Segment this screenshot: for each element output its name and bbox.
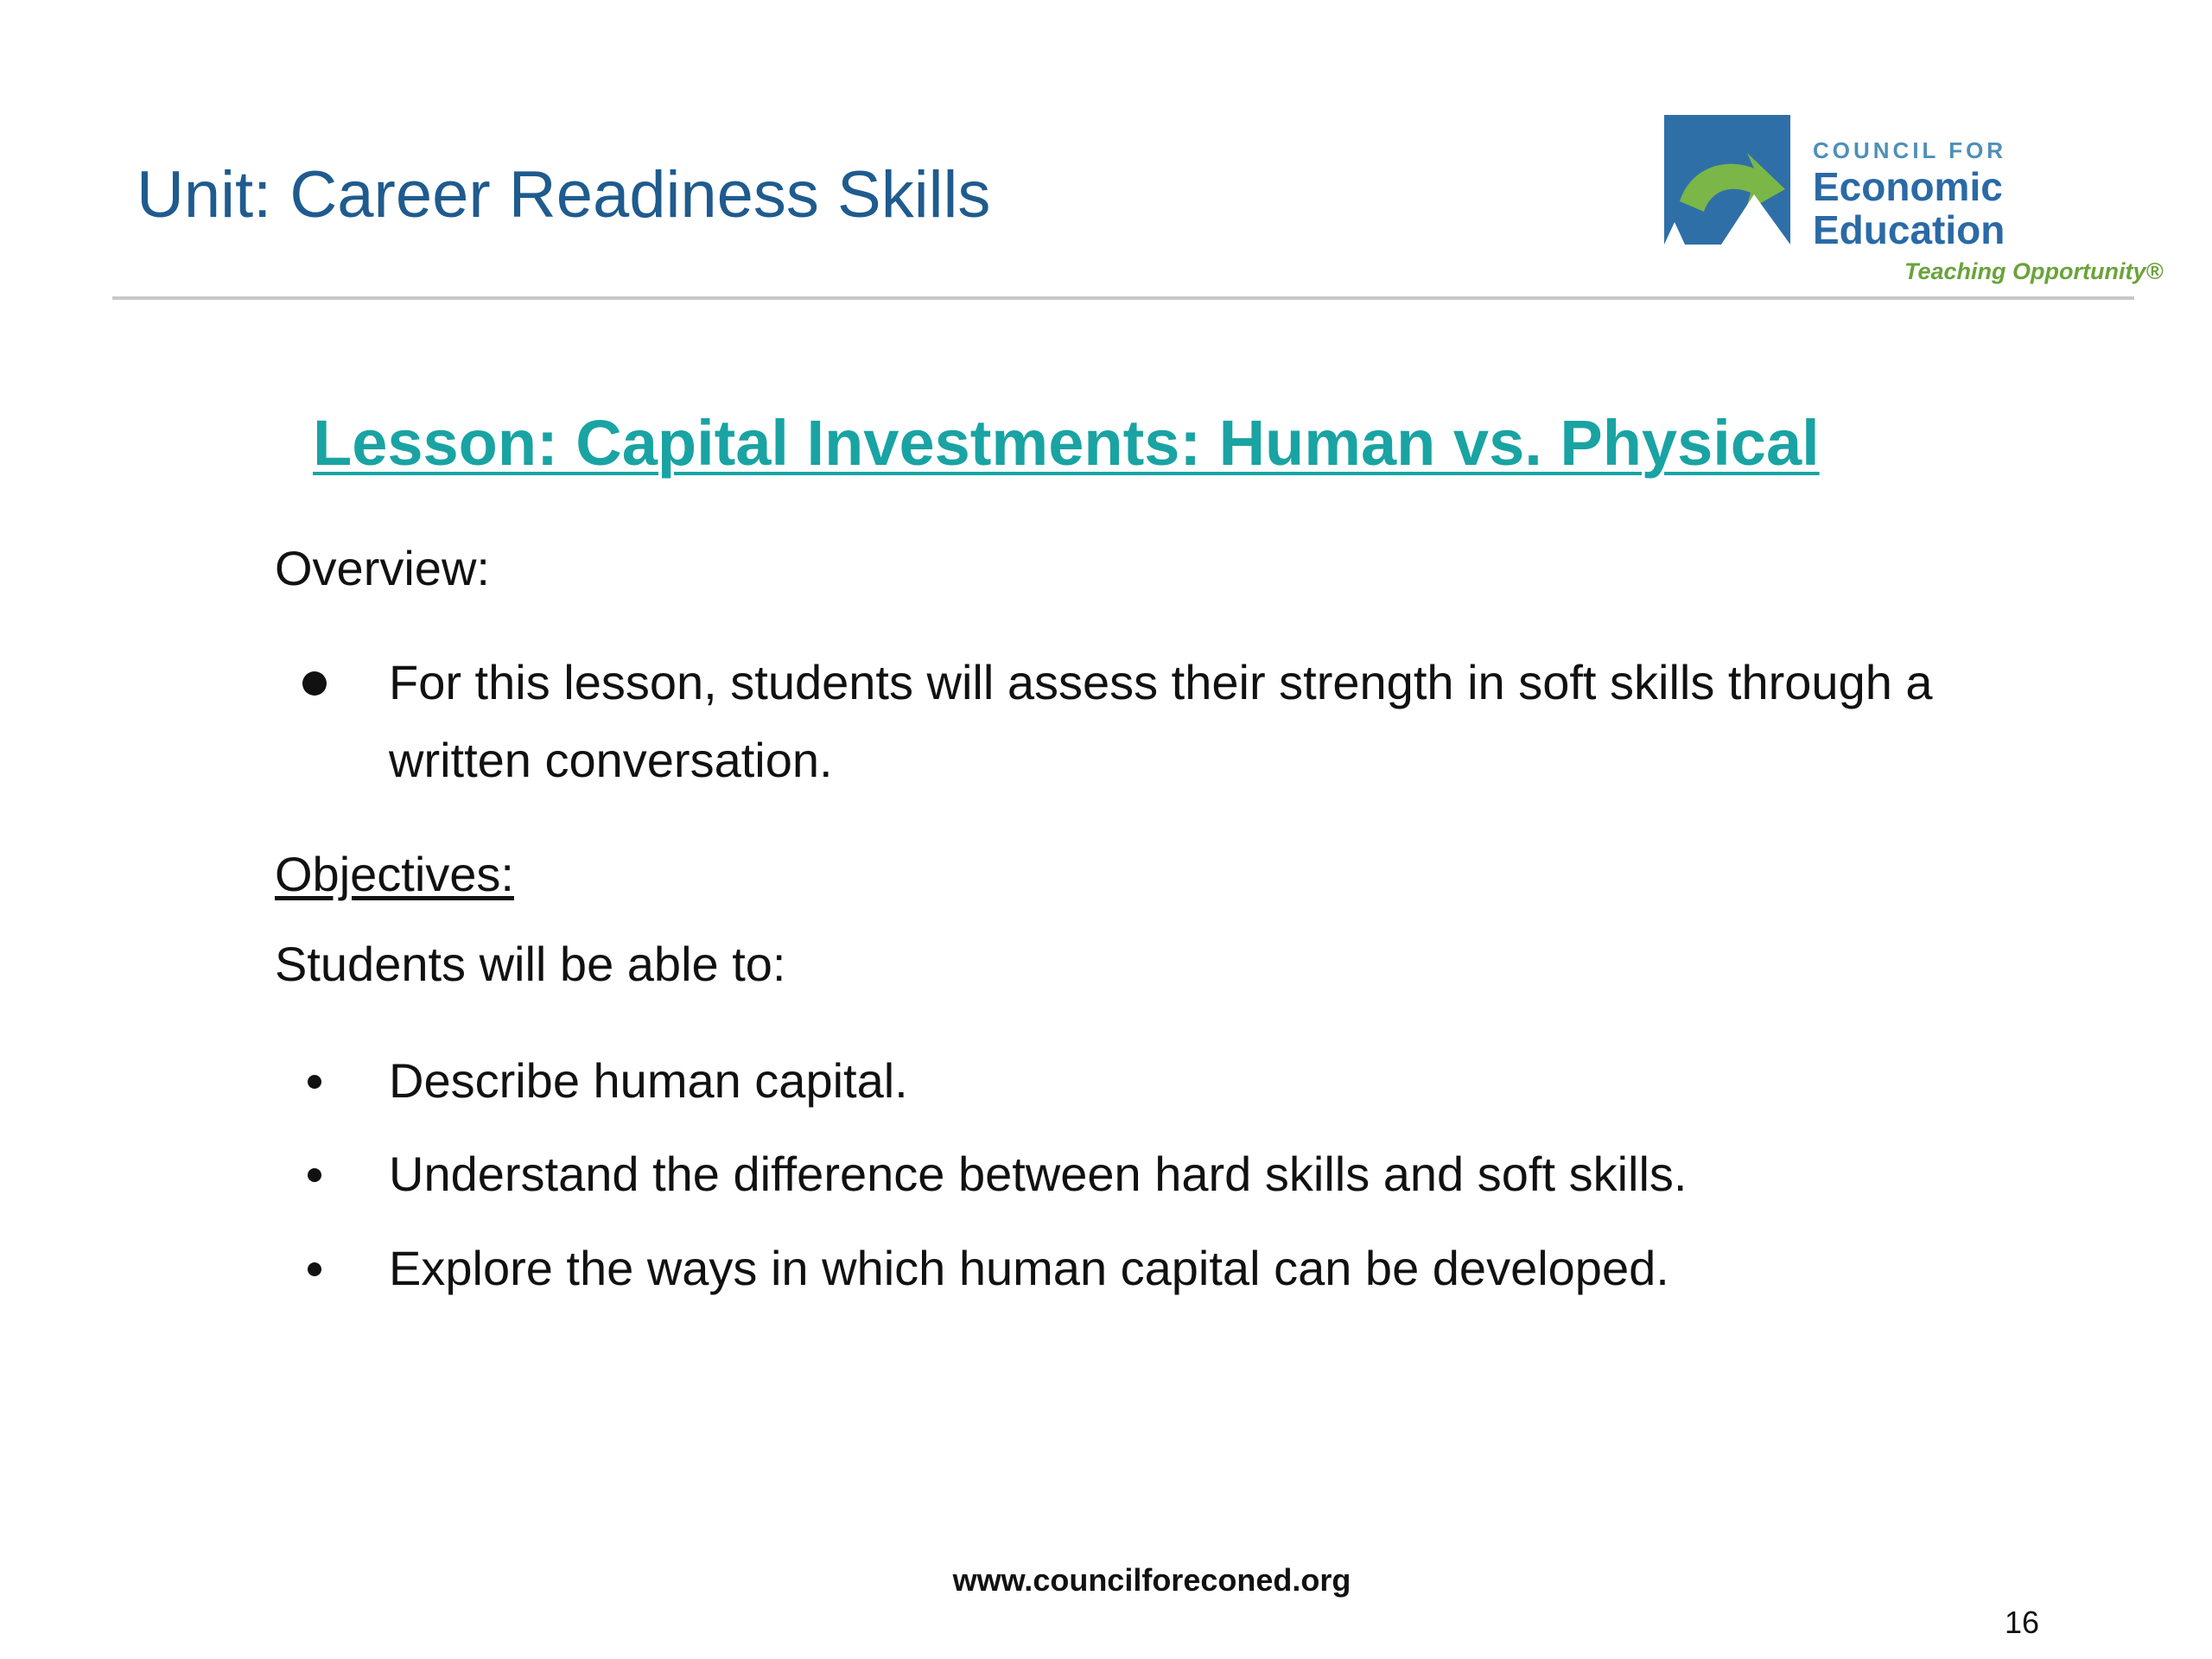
objectives-intro: Students will be able to: <box>275 937 786 991</box>
bullet-icon <box>308 1262 321 1276</box>
objective-text: Explore the ways in which human capital can be developed. <box>389 1241 1669 1295</box>
unit-title: Unit: Career Readiness Skills <box>137 158 991 232</box>
overview-item-text: For this lesson, students will assess their strength in soft skills through a written conversation. <box>389 655 1933 787</box>
header-divider <box>112 296 2134 300</box>
footer-url[interactable]: www.councilforeconed.org <box>952 1562 1351 1598</box>
bullet-icon <box>302 671 327 696</box>
lesson-title: Lesson: Capital Investments: Human vs. Physical <box>313 407 1820 479</box>
organization-logo <box>1664 115 2164 296</box>
logo-education: Education <box>1813 207 2005 252</box>
bullet-icon <box>308 1168 321 1182</box>
objectives-label: Objectives: <box>275 847 514 901</box>
bullet-icon <box>308 1075 321 1089</box>
objective-text: Describe human capital. <box>389 1053 908 1108</box>
logo-economic: Economic <box>1813 164 2003 209</box>
council-logo-icon <box>1664 115 1790 245</box>
logo-council-for: COUNCIL FOR <box>1813 137 2007 163</box>
overview-label: Overview: <box>275 541 490 595</box>
logo-tagline: Teaching Opportunity® <box>1904 258 2164 284</box>
objective-text: Understand the difference between hard skills and soft skills. <box>389 1147 1688 1201</box>
page-number: 16 <box>2005 1605 2040 1640</box>
